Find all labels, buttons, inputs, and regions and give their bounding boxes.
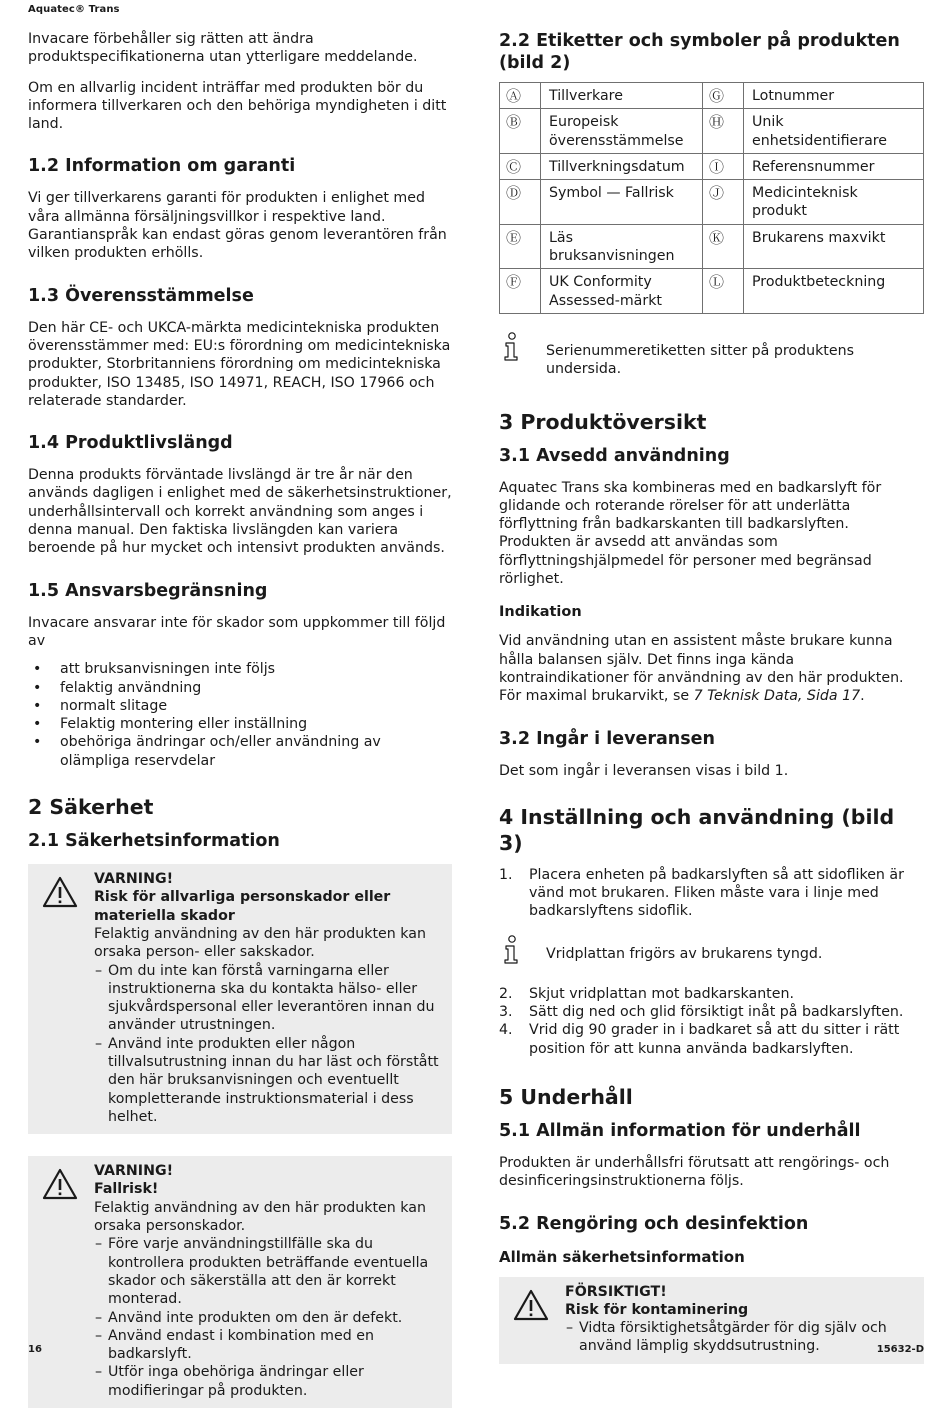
section-heading-1-2: 1.2 Information om garanti — [28, 156, 296, 177]
list-item: – Använd inte produkten om den är defekt. — [94, 1309, 444, 1327]
section-heading-1-4: 1.4 Produktlivslängd — [28, 433, 233, 454]
list-item: – Vidta försiktighetsåtgärder för dig själv och använd lämplig skyddsutrustning. — [565, 1319, 916, 1356]
caution-subtitle: Risk för kontaminering — [565, 1301, 749, 1318]
symbol-label: Europeisk överensstämmelse — [541, 109, 703, 154]
section-heading-2-2: 2.2 Etiketter och symboler på produkten (bild 2) — [499, 31, 900, 73]
indication-paragraph — [499, 632, 924, 705]
section-heading-5-1: 5.1 Allmän information för underhåll — [499, 1120, 861, 1141]
list-item — [499, 1021, 924, 1058]
list-item: – Använd endast i kombination med en badkarslyft. — [94, 1327, 444, 1364]
section-heading-2-1: 2.1 Säkerhetsinformation — [28, 831, 280, 852]
list-item: • normalt slitage — [28, 697, 452, 715]
warning-text: Felaktig användning av den här produkten kan orsaka person- eller sakskador. — [94, 925, 426, 961]
conformity-paragraph: Den här CE- och UKCA-märkta medicintekniska produkten överensstämmer med: EU:s förordning om medicintekniska produkter, Storbritanniens förordning om medicintekniska produkter, ISO 13485, ISO 14971, REACH, ISO 17966 och relaterade standarder. — [28, 319, 451, 409]
symbol-letter: Ⓚ — [703, 224, 744, 269]
document-id: 15632-D — [876, 1344, 924, 1355]
right-column — [499, 30, 924, 1364]
step-number: 3. — [499, 1004, 513, 1021]
table-row — [500, 269, 924, 314]
indication-text: Vid användning utan en assistent måste brukare kunna hålla balansen själv. Det finns inga kända kontraindikationer för användning av den här produkten. För maximal brukarvikt, se — [499, 633, 904, 705]
list-item: • Felaktig montering eller inställning — [28, 715, 452, 733]
symbol-letter: Ⓑ — [500, 109, 541, 154]
table-row — [500, 83, 924, 109]
symbol-letter: Ⓕ — [500, 269, 541, 314]
table-row — [500, 180, 924, 225]
liability-paragraph: Invacare ansvarar inte för skador som uppkommer till följd av — [28, 614, 446, 649]
section-heading-5-2: 5.2 Rengöring och desinfektion — [499, 1213, 809, 1234]
step-text: Placera enheten på badkarslyften så att sidofliken är vänd mot brukaren. Fliken måste vara i linje med badkarslyftens sidoflik. — [529, 866, 904, 920]
warning-subtitle: Fallrisk! — [94, 1181, 159, 1198]
symbol-label: Brukarens maxvikt — [744, 224, 924, 269]
header-brand: Aquatec® Trans — [28, 4, 120, 15]
symbol-label: UK Conformity Assessed-märkt — [541, 269, 703, 314]
warning-list — [94, 962, 444, 1127]
step-number: 2. — [499, 985, 513, 1002]
symbol-label: Läs bruksanvisningen — [541, 224, 703, 269]
subsection-heading-safety: Allmän säkerhetsinformation — [499, 1247, 745, 1266]
table-row — [500, 153, 924, 179]
symbol-letter: Ⓙ — [703, 180, 744, 225]
list-item — [499, 985, 924, 1003]
list-item: – Om du inte kan förstå varningarna eller instruktionerna ska du kontakta hälso- eller sjukvårdspersonal eller leverantören innan du använder utrustningen. — [94, 962, 444, 1035]
symbol-label: Tillverkningsdatum — [541, 153, 703, 179]
symbol-letter: Ⓐ — [500, 83, 541, 109]
setup-steps-list — [499, 866, 924, 921]
delivery-paragraph: Det som ingår i leveransen visas i bild 1. — [499, 762, 789, 779]
warning-triangle-icon — [507, 1283, 565, 1321]
info-text: Vridplattan frigörs av brukarens tyngd. — [546, 945, 823, 962]
warning-text: Felaktig användning av den här produkten kan orsaka personskador. — [94, 1199, 426, 1235]
step-number: 4. — [499, 1022, 513, 1039]
warranty-paragraph-2: Garantianspråk kan endast göras genom leverantören från vilken produkten erhölls. — [28, 227, 447, 262]
caution-list — [565, 1319, 916, 1356]
warning-box-1 — [28, 864, 452, 1134]
warning-title: VARNING! — [94, 1163, 174, 1180]
indication-heading: Indikation — [499, 604, 582, 621]
chapter-heading-5: 5 Underhåll — [499, 1084, 633, 1109]
list-item: • att bruksanvisningen inte följs — [28, 660, 452, 678]
intended-use-paragraph: Aquatec Trans ska kombineras med en badkarslyft för glidande och roterande rörelser för att underlätta förflyttning från badkarskanten till badkarslyften. Produkten är avsedd att användas som förflyttningshjälpmedel för personer med begränsad rörlighet. — [499, 479, 882, 588]
cross-reference-link[interactable]: 7 Teknisk Data, Sida 17 — [693, 688, 861, 705]
list-item: • felaktig användning — [28, 679, 452, 697]
info-note-serial — [499, 332, 924, 379]
chapter-heading-4: 4 Inställning och användning (bild 3) — [499, 804, 895, 855]
warning-title: VARNING! — [94, 871, 174, 888]
info-icon — [499, 935, 546, 969]
maintenance-paragraph: Produkten är underhållsfri förutsatt att rengörings- och desinficeringsinstruktionerna följs. — [499, 1154, 890, 1190]
info-text: Serienummeretiketten sitter på produktens undersida. — [546, 342, 854, 378]
symbol-letter: Ⓓ — [500, 180, 541, 225]
symbol-label: Tillverkare — [541, 83, 703, 109]
indication-text-end: . — [860, 688, 865, 705]
symbols-table — [499, 82, 924, 314]
section-heading-3-2: 3.2 Ingår i leveransen — [499, 728, 715, 749]
info-icon — [499, 332, 546, 366]
intro-paragraph-1: Invacare förbehåller sig rätten att ändra produktspecifikationerna utan ytterligare meddelande. — [28, 31, 418, 66]
caution-box — [499, 1277, 924, 1364]
caution-title: FÖRSIKTIGT! — [565, 1283, 667, 1300]
list-item: – Använd inte produkten eller någon tillvalsutrustning innan du har läst och förstått den här bruksanvisningen och eventuellt kompletterande instruktionsmaterial i dess helhet. — [94, 1035, 444, 1126]
warranty-paragraph-1: Vi ger tillverkarens garanti för produkten i enlighet med våra allmänna försäljningsvillkor i respektive land. — [28, 190, 425, 225]
table-row — [500, 109, 924, 154]
list-item — [499, 866, 924, 921]
warning-list — [94, 1235, 444, 1400]
symbol-letter: Ⓔ — [500, 224, 541, 269]
intro-paragraph-2: Om en allvarlig incident inträffar med produkten bör du informera tillverkaren och den behöriga myndigheten i ditt land. — [28, 79, 447, 133]
step-text: Vrid dig 90 grader in i badkaret så att du sitter i rätt position för att kunna använda badkarslyften. — [529, 1022, 900, 1057]
symbol-label: Lotnummer — [744, 83, 924, 109]
list-item — [499, 1003, 924, 1021]
step-text: Skjut vridplattan mot badkarskanten. — [529, 985, 794, 1002]
section-heading-1-3: 1.3 Överensstämmelse — [28, 285, 254, 306]
table-row — [500, 224, 924, 269]
warning-triangle-icon — [36, 1162, 94, 1200]
symbol-letter: Ⓖ — [703, 83, 744, 109]
step-text: Sätt dig ned och glid försiktigt inåt på badkarslyften. — [529, 1004, 904, 1021]
step-number: 1. — [499, 866, 513, 883]
symbol-letter: Ⓘ — [703, 153, 744, 179]
symbol-letter: Ⓒ — [500, 153, 541, 179]
list-item: – Före varje användningstillfälle ska du kontrollera produkten beträffande eventuella skador och säkerställa att den är korrekt monterad. — [94, 1235, 444, 1308]
left-column — [28, 30, 452, 1408]
section-heading-3-1: 3.1 Avsedd användning — [499, 445, 730, 466]
list-item: • obehöriga ändringar och/eller användning av olämpliga reservdelar — [28, 733, 452, 770]
warning-subtitle: Risk för allvarliga personskador eller materiella skador — [94, 889, 391, 924]
list-item: – Utför inga obehöriga ändringar eller modifieringar på produkten. — [94, 1363, 444, 1400]
warning-box-2 — [28, 1156, 452, 1408]
section-heading-1-5: 1.5 Ansvarsbegränsning — [28, 580, 268, 601]
symbol-label: Produktbeteckning — [744, 269, 924, 314]
symbol-label: Medicinteknisk produkt — [744, 180, 924, 225]
lifetime-paragraph: Denna produkts förväntade livslängd är tre år när den används dagligen i enlighet med de säkerhetsinstruktioner, underhållsintervall och korrekt användning som anges i denna manual. Den faktiska livslängden kan variera beroende på hur mycket och intensivt produkten används. — [28, 467, 452, 557]
setup-steps-list-continued — [499, 985, 924, 1058]
liability-list — [28, 660, 452, 770]
chapter-heading-3: 3 Produktöversikt — [499, 409, 707, 434]
info-note-turntable — [499, 935, 924, 969]
symbol-label: Unik enhetsidentifierare — [744, 109, 924, 154]
symbol-letter: Ⓗ — [703, 109, 744, 154]
symbol-label: Referensnummer — [744, 153, 924, 179]
page-number: 16 — [28, 1344, 42, 1355]
symbol-label: Symbol — Fallrisk — [541, 180, 703, 225]
warning-triangle-icon — [36, 870, 94, 908]
chapter-heading-2: 2 Säkerhet — [28, 795, 154, 820]
symbol-letter: Ⓛ — [703, 269, 744, 314]
